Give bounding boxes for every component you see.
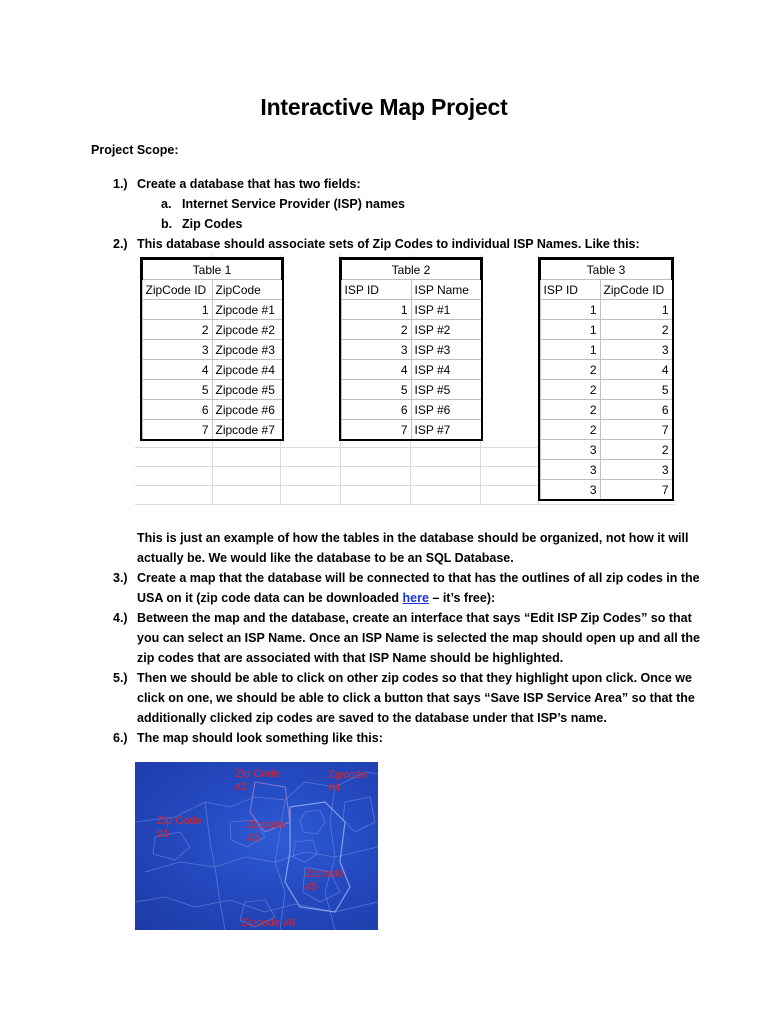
item-text: Between the map and the database, create an interface that says “Edit ISP Zip Codes” so that [137,611,692,625]
item-text: Create a map that the database will be connected to that has the outlines of all zip codes in the [137,571,700,585]
table-cell: 2 [540,360,600,380]
column-header: ZipCode ID [600,280,672,300]
table-cell: 4 [600,360,672,380]
item-number: 6.) [113,731,128,745]
table-cell: 2 [341,320,411,340]
table-row [540,320,672,340]
item-number: 5.) [113,671,128,685]
table-cell: 2 [540,400,600,420]
table-cell: 2 [540,420,600,440]
table-cell: Zipcode #6 [212,400,282,420]
map-label [328,769,367,795]
table-cell: 4 [142,360,212,380]
table-row [540,360,672,380]
table-cell: ISP #3 [411,340,481,360]
table-cell: ISP #7 [411,420,481,440]
column-header: ISP Name [411,280,481,300]
subitem-text: Zip Codes [182,217,243,231]
map-label-text: #3 [247,832,260,844]
table-cell: Zipcode #5 [212,380,282,400]
table-cell: 1 [540,340,600,360]
download-link[interactable]: here [402,591,429,605]
table-cell: Zipcode #3 [212,340,282,360]
table-row [341,380,481,400]
table-cell: 2 [540,380,600,400]
item-text: The map should look something like this: [137,731,383,745]
item-text: This database should associate sets of Zip Codes to individual ISP Names. Like this: [137,237,640,251]
page-title: Interactive Map Project [260,94,508,120]
map-label [247,819,286,845]
table-cell: 3 [540,460,600,480]
table-row [540,460,672,480]
table-row [341,420,481,440]
scope-heading: Project Scope: [91,143,179,157]
table-cell: 3 [600,340,672,360]
item-text: Then we should be able to click on other zip codes so that they highlight upon click. Once we [137,671,692,685]
table-cell: ISP #4 [411,360,481,380]
map-label [157,815,202,841]
column-header: ISP ID [540,280,600,300]
table-cell: 2 [600,320,672,340]
table-cell: 1 [540,320,600,340]
map-label-text: Zipcode [305,868,345,880]
table-cell: Zipcode #1 [212,300,282,320]
table-row [540,480,672,500]
map-label: Zipcode #6 [241,917,296,929]
map-label-text: Zipcode [328,769,368,781]
map-label [235,768,280,794]
map-label-text: Zipcode [247,819,287,831]
column-header: ISP ID [341,280,411,300]
table-row [341,320,481,340]
table-cell: 6 [142,400,212,420]
table-cell: 1 [142,300,212,320]
note-text: actually be. We would like the database to be an SQL Database. [137,551,514,565]
column-header: ZipCode [212,280,282,300]
table-cell: ISP #1 [411,300,481,320]
table-cell: 7 [600,420,672,440]
table-caption: Table 2 [341,259,481,280]
table-cell: 1 [540,300,600,320]
item-number: 1.) [113,177,128,191]
table-row [341,400,481,420]
table-cell: 3 [540,480,600,500]
table-caption: Table 3 [540,259,672,280]
item-text: Create a database that has two fields: [137,177,361,191]
column-header: ZipCode ID [142,280,212,300]
table-row [142,400,282,420]
table-cell: 5 [341,380,411,400]
table-cell: Zipcode #2 [212,320,282,340]
table-cell: Zipcode #4 [212,360,282,380]
map-label [305,868,344,894]
table-row [540,420,672,440]
table-row [540,440,672,460]
map-label-text: #4 [328,782,341,794]
item-text: additionally clicked zip codes are saved to the database under that ISP’s name. [137,711,607,725]
note-text: This is just an example of how the tables in the database should be organized, not how it will [137,531,689,545]
table-row [142,320,282,340]
item-number: 3.) [113,571,128,585]
map-label-text: #2 [235,781,248,793]
subitem-letter: b. [161,217,173,231]
table-cell: 3 [341,340,411,360]
subitem-text: Internet Service Provider (ISP) names [182,197,406,211]
table-2 [340,258,482,440]
table-row [142,300,282,320]
map-label-text: Zip Code [157,815,202,827]
table-cell: 5 [142,380,212,400]
table-cell: ISP #5 [411,380,481,400]
table-cell: 1 [341,300,411,320]
table-row [540,400,672,420]
table-cell: 3 [540,440,600,460]
table-cell: 5 [600,380,672,400]
item-text-part: – it’s free): [428,591,496,605]
table-cell: 4 [341,360,411,380]
table-cell: 1 [600,300,672,320]
table-row [142,420,282,440]
table-row [341,340,481,360]
table-cell: 7 [341,420,411,440]
zip-code-map [135,762,378,930]
table-row [341,360,481,380]
table-cell: 7 [600,480,672,500]
map-label-text: #5 [305,881,318,893]
table-cell: 6 [600,400,672,420]
item-text-part: USA on it (zip code data can be downloaded [137,591,403,605]
map-label-text: Zip Code [235,768,280,780]
table-cell: 2 [142,320,212,340]
table-cell: Zipcode #7 [212,420,282,440]
item-text [137,588,495,608]
table-1 [141,258,283,440]
table-cell: 7 [142,420,212,440]
table-cell: 2 [600,440,672,460]
item-text: you can select an ISP Name. Once an ISP Name is selected the map should open up and all the [137,631,700,645]
table-row [540,380,672,400]
item-text: click on one, we should be able to click a button that says “Save ISP Service Area” so that the [137,691,695,705]
item-number: 2.) [113,237,128,251]
table-3 [539,258,673,500]
table-cell: ISP #2 [411,320,481,340]
map-label-text: #1 [157,828,170,840]
item-text: zip codes that are associated with that ISP Name should be highlighted. [137,651,564,665]
table-cell: 6 [341,400,411,420]
table-cell: ISP #6 [411,400,481,420]
table-cell: 3 [600,460,672,480]
table-cell: 3 [142,340,212,360]
table-row [540,300,672,320]
item-number: 4.) [113,611,128,625]
table-caption: Table 1 [142,259,282,280]
table-row [341,300,481,320]
table-row [540,340,672,360]
table-row [142,340,282,360]
subitem-letter: a. [161,197,172,211]
table-row [142,380,282,400]
table-row [142,360,282,380]
